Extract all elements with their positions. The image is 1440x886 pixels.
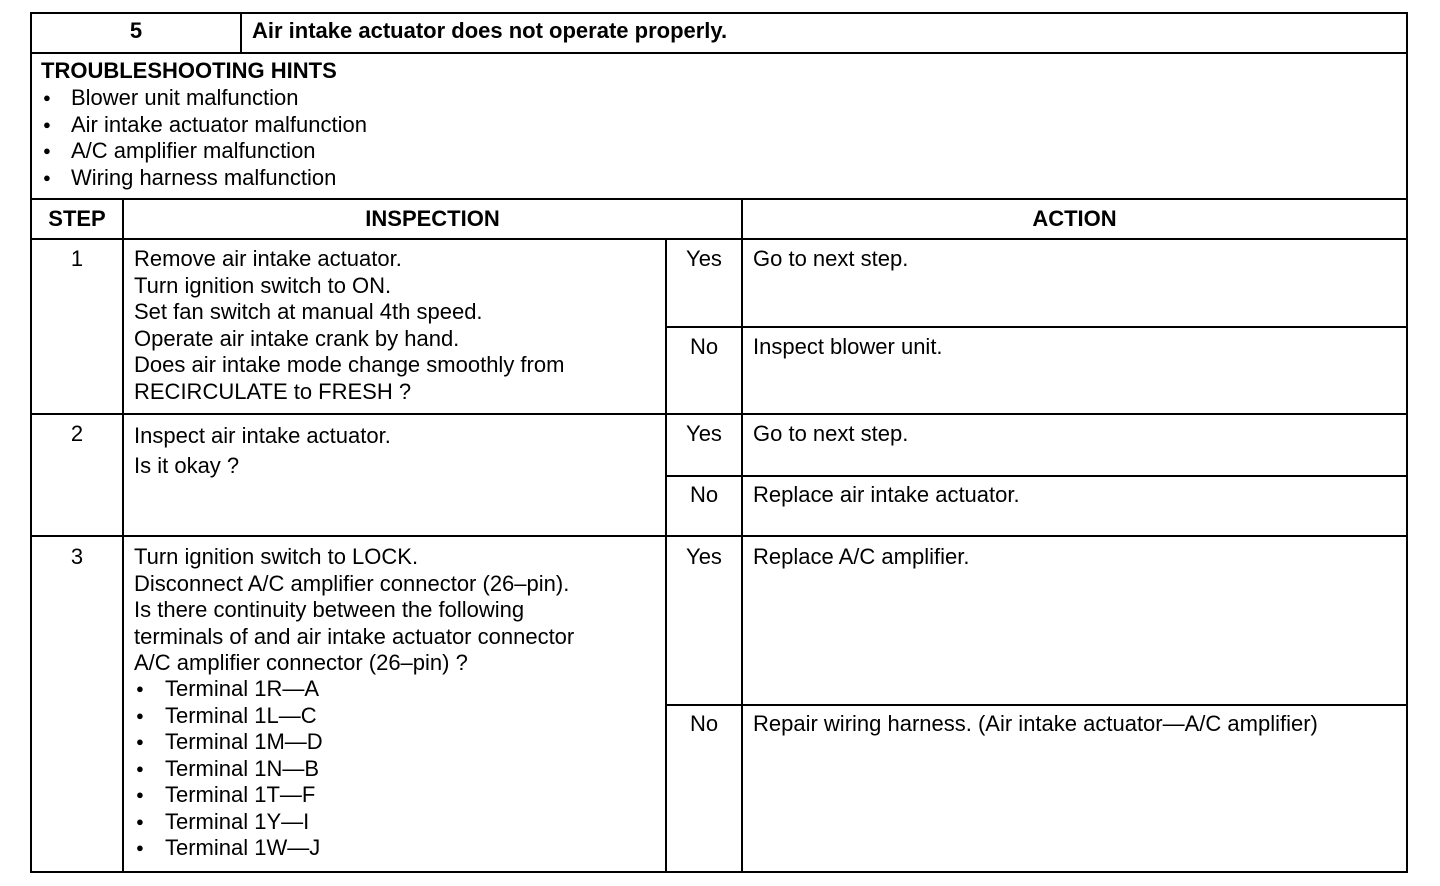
inspection-line: A/C amplifier connector (26–pin) ? [134, 650, 468, 675]
inspection-line: RECIRCULATE to FRESH ? [134, 378, 412, 404]
header-title: Air intake actuator does not operate properly. [252, 18, 728, 43]
step-2-inspection [134, 421, 391, 481]
rule-header-bottom [30, 52, 1408, 54]
rule-step1-split [666, 326, 1408, 328]
hint-item: ● Blower unit malfunction [41, 85, 367, 112]
rule-header-divider [240, 12, 242, 53]
hint-item: ● A/C amplifier malfunction [41, 138, 367, 165]
hints-list [41, 85, 367, 191]
column-step: STEP [48, 206, 106, 231]
rule-step-col [122, 198, 124, 873]
inspection-line: Set fan switch at manual 4th speed. [134, 299, 483, 324]
inspection-line: Inspect air intake actuator. [134, 423, 391, 448]
column-action: ACTION [1032, 206, 1117, 231]
terminal-item: ● Terminal 1L—C [134, 703, 323, 730]
terminal-item: ● Terminal 1T—F [134, 782, 323, 809]
terminal-item: ● Terminal 1R—A [134, 676, 323, 703]
terminal-item: ● Terminal 1Y—I [134, 809, 323, 836]
inspection-line: terminals of and air intake actuator connector [134, 623, 575, 649]
rule-step1-bottom [30, 413, 1408, 415]
step-2-number: 2 [70, 421, 84, 446]
rule-step2-split [666, 475, 1408, 477]
hints-heading: TROUBLESHOOTING HINTS [41, 58, 337, 83]
rule-action-col [741, 198, 743, 873]
rule-hints-bottom [30, 198, 1408, 200]
step-1-inspection [134, 246, 564, 405]
terminal-item: ● Terminal 1N—B [134, 756, 323, 783]
inspection-line: Turn ignition switch to LOCK. [134, 544, 419, 569]
step-2-yes-label: Yes [686, 421, 722, 446]
step-1-yes-action: Go to next step. [753, 246, 909, 271]
step-3-number: 3 [70, 544, 84, 569]
step-3-inspection [134, 544, 574, 677]
step-3-no-label: No [689, 711, 719, 736]
inspection-line: Remove air intake actuator. [134, 246, 402, 271]
step-2-no-action: Replace air intake actuator. [753, 482, 1020, 507]
rule-columns-bottom [30, 238, 1408, 240]
inspection-line: Is it okay ? [134, 453, 240, 478]
step-1-no-action: Inspect blower unit. [753, 334, 943, 359]
inspection-line: Operate air intake crank by hand. [134, 325, 460, 351]
column-inspection: INSPECTION [365, 206, 500, 231]
step-2-yes-action: Go to next step. [753, 421, 909, 446]
hint-item: ● Wiring harness malfunction [41, 165, 367, 192]
terminal-item: ● Terminal 1W—J [134, 835, 323, 862]
step-1-no-label: No [689, 334, 719, 359]
step-1-yes-label: Yes [686, 246, 722, 271]
step-2-no-label: No [689, 482, 719, 507]
step-3-no-action: Repair wiring harness. (Air intake actuator—A/C amplifier) [753, 711, 1318, 736]
step-3-terminal-list [134, 676, 323, 862]
rule-step3-split [666, 704, 1408, 706]
inspection-line: Does air intake mode change smoothly from [134, 352, 565, 377]
rule-step2-bottom [30, 535, 1408, 537]
step-3-yes-action: Replace A/C amplifier. [753, 544, 970, 569]
header-number: 5 [129, 18, 143, 43]
step-1-number: 1 [70, 246, 84, 271]
inspection-line: Disconnect A/C amplifier connector (26–pin). [134, 570, 570, 596]
hint-item: ● Air intake actuator malfunction [41, 112, 367, 139]
terminal-item: ● Terminal 1M—D [134, 729, 323, 756]
step-3-yes-label: Yes [686, 544, 722, 569]
inspection-line: Is there continuity between the following [134, 597, 525, 622]
inspection-line: Turn ignition switch to ON. [134, 272, 392, 298]
